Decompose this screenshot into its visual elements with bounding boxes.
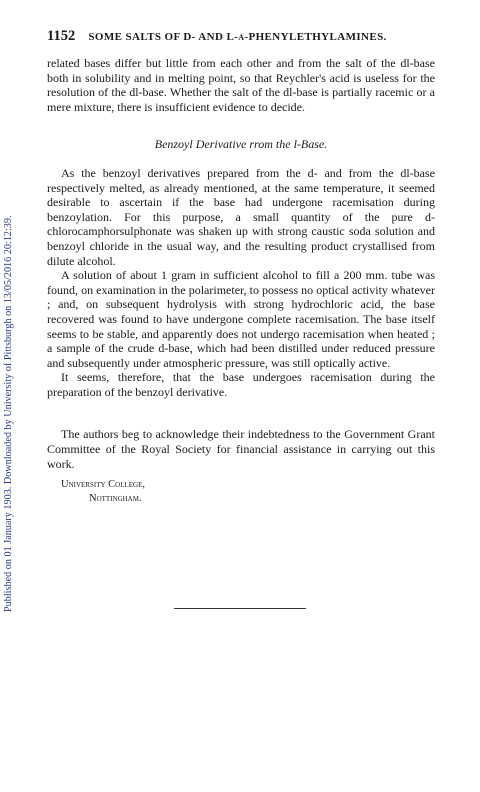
section-heading: Benzoyl Derivative rrom the l-Base.	[154, 137, 328, 152]
end-rule-divider	[174, 608, 306, 609]
paragraph: related bases differ but little from each other and from the salt of the dl-base both in solubility and in melting point, so that Reychler's acid is useless for the resolution of the dl-base. Whether the salt of the dl-base is partially racemic or a mere mixture, there is insufficient evidence to decide.	[47, 56, 435, 114]
article-body	[47, 56, 435, 506]
affiliation	[47, 478, 435, 506]
acknowledgement-paragraph: The authors beg to acknowledge their indebtedness to the Government Grant Committee of the Royal Society for financial assistance in carrying out this work.	[47, 427, 435, 471]
paragraph: It seems, therefore, that the base undergoes racemisation during the preparation of the benzoyl derivative.	[47, 370, 435, 399]
affiliation-city: Nottingham.	[89, 493, 142, 505]
download-stamp: Published on 01 January 1903. Downloaded by University of Pittsburgh on 13/05/2016 20:12:39.	[3, 215, 14, 612]
paragraph: A solution of about 1 gram in sufficient alcohol to fill a 200 mm. tube was found, on examination in the polarimeter, to possess no optical activity whatever ; and, on subsequent hydrolysis with strong hydrochloric acid, the base recovered was found to have undergone complete racemisation. The base itself seems to be stable, and apparently does not undergo racemisation when heated ; a sample of the crude d-base, which had been distilled under reduced pressure and subsequently under atmospheric pressure, was still optically active.	[47, 268, 435, 370]
paragraph: As the benzoyl derivatives prepared from the d- and from the dl-base respectively melted, as already mentioned, at the same temperature, it seemed desirable to ascertain if the base had undergone racemisation during benzoylation. For this purpose, a small quantity of the pure d-chlorocamphorsulphonate was shaken up with strong caustic soda solution and benzoyl chloride in the usual way, and the resulting product crystallised from dilute alcohol.	[47, 165, 435, 268]
page-header	[47, 28, 439, 45]
page-number: 1152	[47, 28, 76, 44]
running-title: SOME SALTS OF D- AND L-α-PHENYLETHYLAMINES.	[88, 31, 387, 43]
affiliation-institution: University College,	[61, 479, 145, 491]
